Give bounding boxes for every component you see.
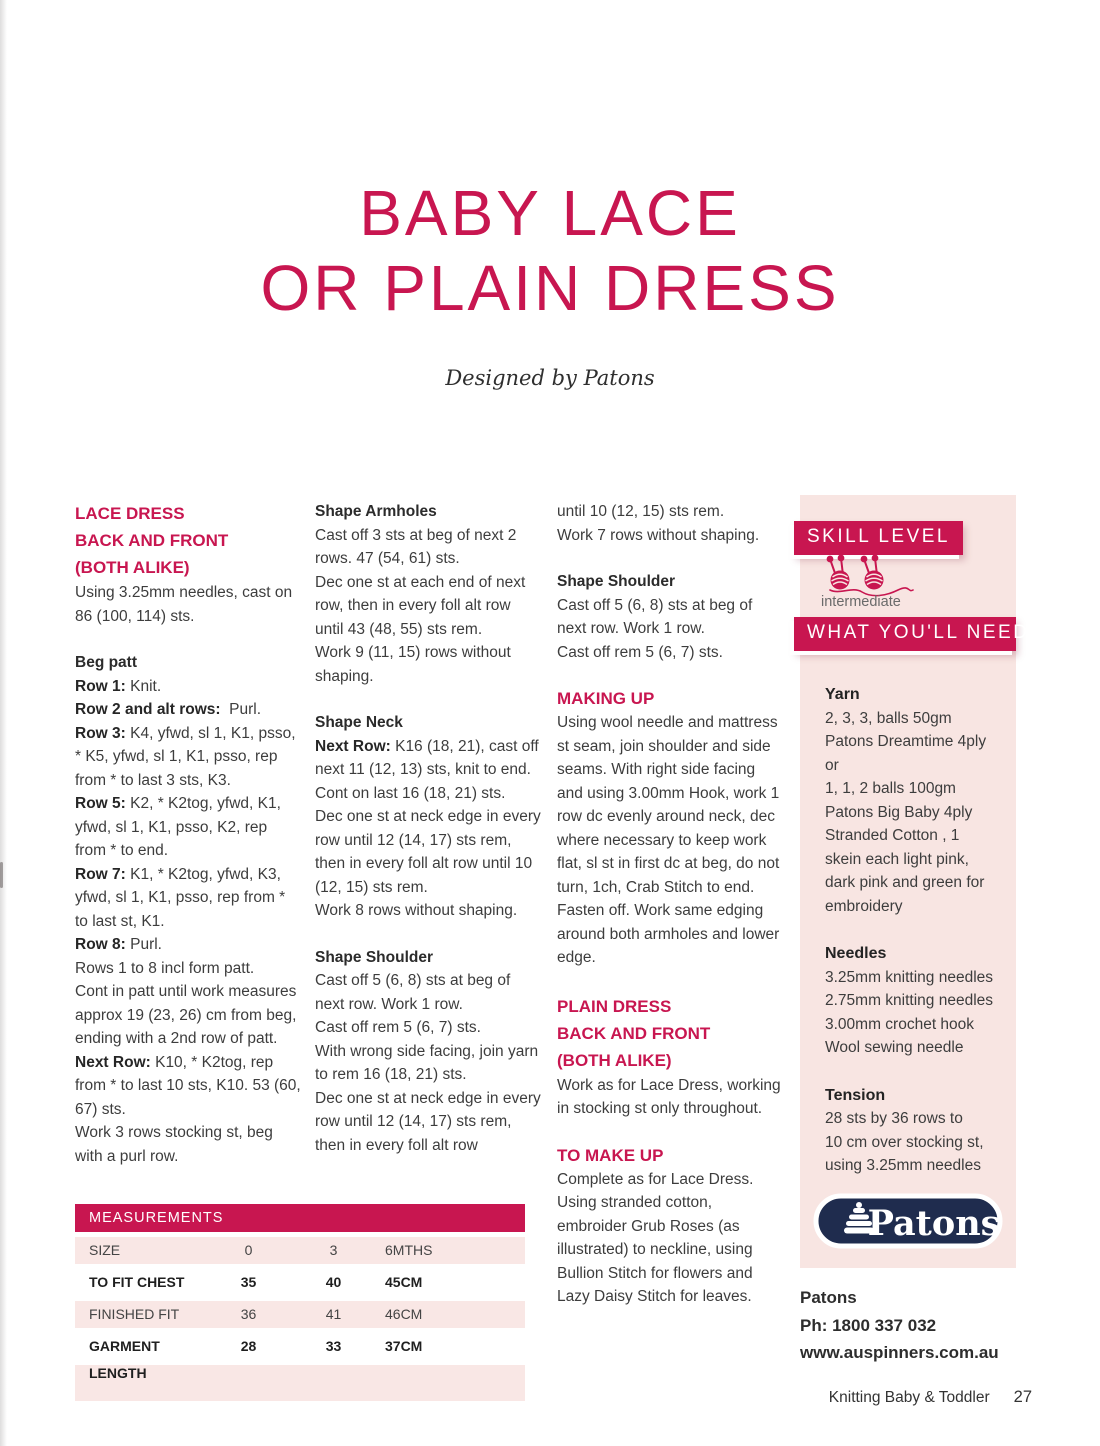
- row-value: 0: [244, 1242, 253, 1258]
- table-row: [75, 1237, 525, 1264]
- paragraph-spacer: [557, 664, 783, 687]
- supplies-section-lines: 3.25mm knitting needles 2.75mm knitting needles 3.00mm crochet hook Wool sewing needle: [825, 968, 994, 1056]
- pattern-paragraph: Work 7 rows without shaping.: [557, 526, 760, 544]
- paragraph-spacer: [315, 688, 541, 711]
- page-footer: [829, 1388, 1032, 1407]
- supplies-section-lines: 28 sts by 36 rows to 10 cm over stocking st, using 3.25mm needles: [825, 1110, 984, 1174]
- pattern-column-2: [315, 500, 541, 1157]
- row-value: 45CM: [385, 1274, 423, 1290]
- pattern-paragraph: Work as for Lace Dress, working in stocking st only throughout.: [557, 1076, 781, 1117]
- paragraph-spacer: [557, 547, 783, 570]
- pattern-paragraph: until 10 (12, 15) sts rem.: [557, 503, 725, 520]
- measurements-table: [75, 1204, 525, 1401]
- scan-edge-mark: [0, 862, 3, 888]
- row-value: 46CM: [385, 1306, 423, 1322]
- pattern-paragraph: Next Row: K10, * K2tog, rep from * to last 10 sts, K10. 53 (60, 67) sts.: [75, 1053, 301, 1118]
- row-value: 33: [325, 1338, 342, 1354]
- brand-contact: [800, 1284, 999, 1367]
- pattern-paragraph: Row 5: K2, * K2tog, yfwd, K1, yfwd, sl 1, K1, psso, K2, rep from * to end.: [75, 795, 281, 859]
- pattern-paragraph: Dec one st at each end of next row, then in every foll alt row until 43 (48, 55) sts rem.: [315, 573, 526, 638]
- pattern-paragraph: Cont in patt until work measures approx 19 (23, 26) cm from beg, ending with a 2nd row of patt.: [75, 983, 297, 1047]
- table-row: [75, 1333, 525, 1381]
- supplies-section: [825, 942, 1008, 1060]
- paragraph-spacer: [315, 923, 541, 946]
- pattern-paragraph: Row 3: K4, yfwd, sl 1, K1, psso, * K5, yfwd, sl 1, K1, psso, rep from * to last 3 sts, K3.: [75, 724, 296, 789]
- row-value: 35: [240, 1274, 257, 1290]
- pattern-paragraph: Cast off 3 sts at beg of next 2 rows. 47 (54, 61) sts.: [315, 526, 517, 567]
- brand-phone: Ph: 1800 337 032: [800, 1315, 937, 1335]
- section-heading: MAKING UP: [557, 689, 655, 708]
- pattern-paragraph: Using wool needle and mattress st seam, join shoulder and side seams. With right side facing and using 3.00mm Hook, work 1 row dc evenly around neck, dec where necessary to keep work flat, sl st in first dc at beg, do not turn, 1ch, Crab Stitch to end. Fasten off. Work same edging around both armholes and lower edge.: [557, 714, 780, 966]
- paragraph-spacer: [75, 628, 301, 651]
- skill-level-banner: [794, 521, 963, 555]
- row-value: 41: [325, 1306, 342, 1322]
- supplies-section-lines: 2, 3, 3, balls 50gm Patons Dreamtime 4ply or 1, 1, 2 balls 100gm Patons Big Baby 4ply Stranded Cotton , 1 skein each light pink, dark pink and green for embroidery: [825, 709, 987, 915]
- table-row: [75, 1269, 525, 1296]
- measurements-header: MEASUREMENTS: [75, 1204, 525, 1232]
- pattern-paragraph: Work 8 rows without shaping.: [315, 902, 518, 919]
- pattern-paragraph: Row 2 and alt rows: Purl.: [75, 701, 262, 718]
- pattern-paragraph: Using 3.25mm needles, cast on 86 (100, 114) sts.: [75, 584, 293, 625]
- what-youll-need-label: WHAT YOU'LL NEED: [807, 622, 1030, 643]
- pattern-paragraph: With wrong side facing, join yarn to rem 16 (18, 21) sts.: [315, 1042, 539, 1083]
- pattern-paragraph: Work 9 (11, 15) rows without shaping.: [315, 644, 511, 685]
- supplies-list: [825, 683, 1008, 1202]
- pattern-paragraph: Work 3 rows stocking st, beg with a purl row.: [75, 1124, 273, 1165]
- instruction-subheading: Shape Shoulder: [315, 948, 433, 966]
- pattern-paragraph: Next Row: K16 (18, 21), cast off next 11 (12, 13) sts, knit to end.: [315, 737, 539, 778]
- svg-text:Patons: Patons: [867, 1203, 1001, 1244]
- page-number: 27: [1013, 1388, 1032, 1406]
- section-heading: TO MAKE UP: [557, 1145, 664, 1165]
- pattern-column-1: [75, 500, 301, 1168]
- supplies-section-heading: Tension: [825, 1086, 886, 1104]
- pattern-paragraph: Complete as for Lace Dress. Using stranded cotton, embroider Grub Roses (as illustrated) to neckline, using Bullion Stitch for flowers and Lazy Daisy Stitch for leaves.: [557, 1170, 754, 1305]
- pattern-paragraph: Row 7: K1, * K2tog, yfwd, K3, yfwd, sl 1, K1, psso, rep from * to last st, K1.: [75, 865, 286, 930]
- pattern-paragraph: Cast off 5 (6, 8) sts at beg of next row. Work 1 row.: [315, 972, 511, 1013]
- row-value: 40: [325, 1274, 342, 1290]
- row-value: 28: [240, 1338, 257, 1354]
- section-heading: LACE DRESS BACK AND FRONT (BOTH ALIKE): [75, 504, 229, 577]
- row-label: GARMENT LENGTH: [89, 1338, 160, 1381]
- supplies-section-heading: Needles: [825, 945, 887, 962]
- pattern-column-3: [557, 500, 783, 1309]
- supplies-section: [825, 1084, 1008, 1178]
- patons-logo: [812, 1192, 1004, 1255]
- paragraph-spacer: [557, 970, 783, 993]
- byline: Designed by Patons: [445, 366, 655, 390]
- instruction-subheading: Beg patt: [75, 654, 137, 671]
- row-label: TO FIT CHEST: [89, 1274, 185, 1290]
- row-value: 3: [329, 1242, 338, 1258]
- row-label: SIZE: [89, 1242, 121, 1258]
- pattern-paragraph: Dec one st at neck edge in every row until 12 (14, 17) sts rem, then in every foll alt row: [315, 1089, 541, 1154]
- page-title-line2: OR PLAIN DRESS: [260, 252, 840, 324]
- pattern-paragraph: Cast off rem 5 (6, 7) sts.: [315, 1019, 481, 1036]
- skill-level-value: intermediate: [821, 594, 901, 610]
- skill-level-label: SKILL LEVEL: [807, 526, 950, 547]
- row-label: FINISHED FIT: [89, 1306, 180, 1322]
- pattern-paragraph: Cast off rem 5 (6, 7) sts.: [557, 643, 723, 661]
- instruction-subheading: Shape Neck: [315, 714, 403, 731]
- pattern-paragraph: Row 1: Knit.: [75, 677, 162, 695]
- pattern-paragraph: Rows 1 to 8 incl form patt.: [75, 959, 255, 977]
- paragraph-spacer: [557, 1121, 783, 1144]
- pattern-paragraph: Row 8: Purl.: [75, 936, 162, 953]
- what-youll-need-panel: [800, 495, 1030, 1268]
- pattern-paragraph: Cast off 5 (6, 8) sts at beg of next row. Work 1 row.: [557, 596, 753, 637]
- what-youll-need-banner: [794, 617, 1030, 651]
- supplies-section: [825, 683, 1008, 918]
- brand-website: www.auspinners.com.au: [800, 1343, 999, 1362]
- brand-name: Patons: [800, 1288, 857, 1307]
- row-value: 6MTHS: [385, 1242, 433, 1258]
- row-value: 36: [240, 1306, 257, 1322]
- page-title: [0, 176, 1100, 326]
- instruction-subheading: Shape Shoulder: [557, 573, 675, 590]
- table-row: [75, 1301, 525, 1328]
- row-value: 37CM: [385, 1338, 423, 1354]
- pattern-paragraph: Dec one st at neck edge in every row until 12 (14, 17) sts rem, then in every foll alt row until 10 (12, 15) sts rem.: [315, 808, 541, 896]
- page-title-line1: BABY LACE: [359, 177, 741, 249]
- supplies-section-heading: Yarn: [825, 686, 860, 703]
- instruction-subheading: Shape Armholes: [315, 503, 437, 520]
- pattern-paragraph: Cont on last 16 (18, 21) sts.: [315, 784, 506, 802]
- section-heading: PLAIN DRESS BACK AND FRONT (BOTH ALIKE): [557, 996, 711, 1070]
- magazine-name: Knitting Baby & Toddler: [828, 1389, 990, 1406]
